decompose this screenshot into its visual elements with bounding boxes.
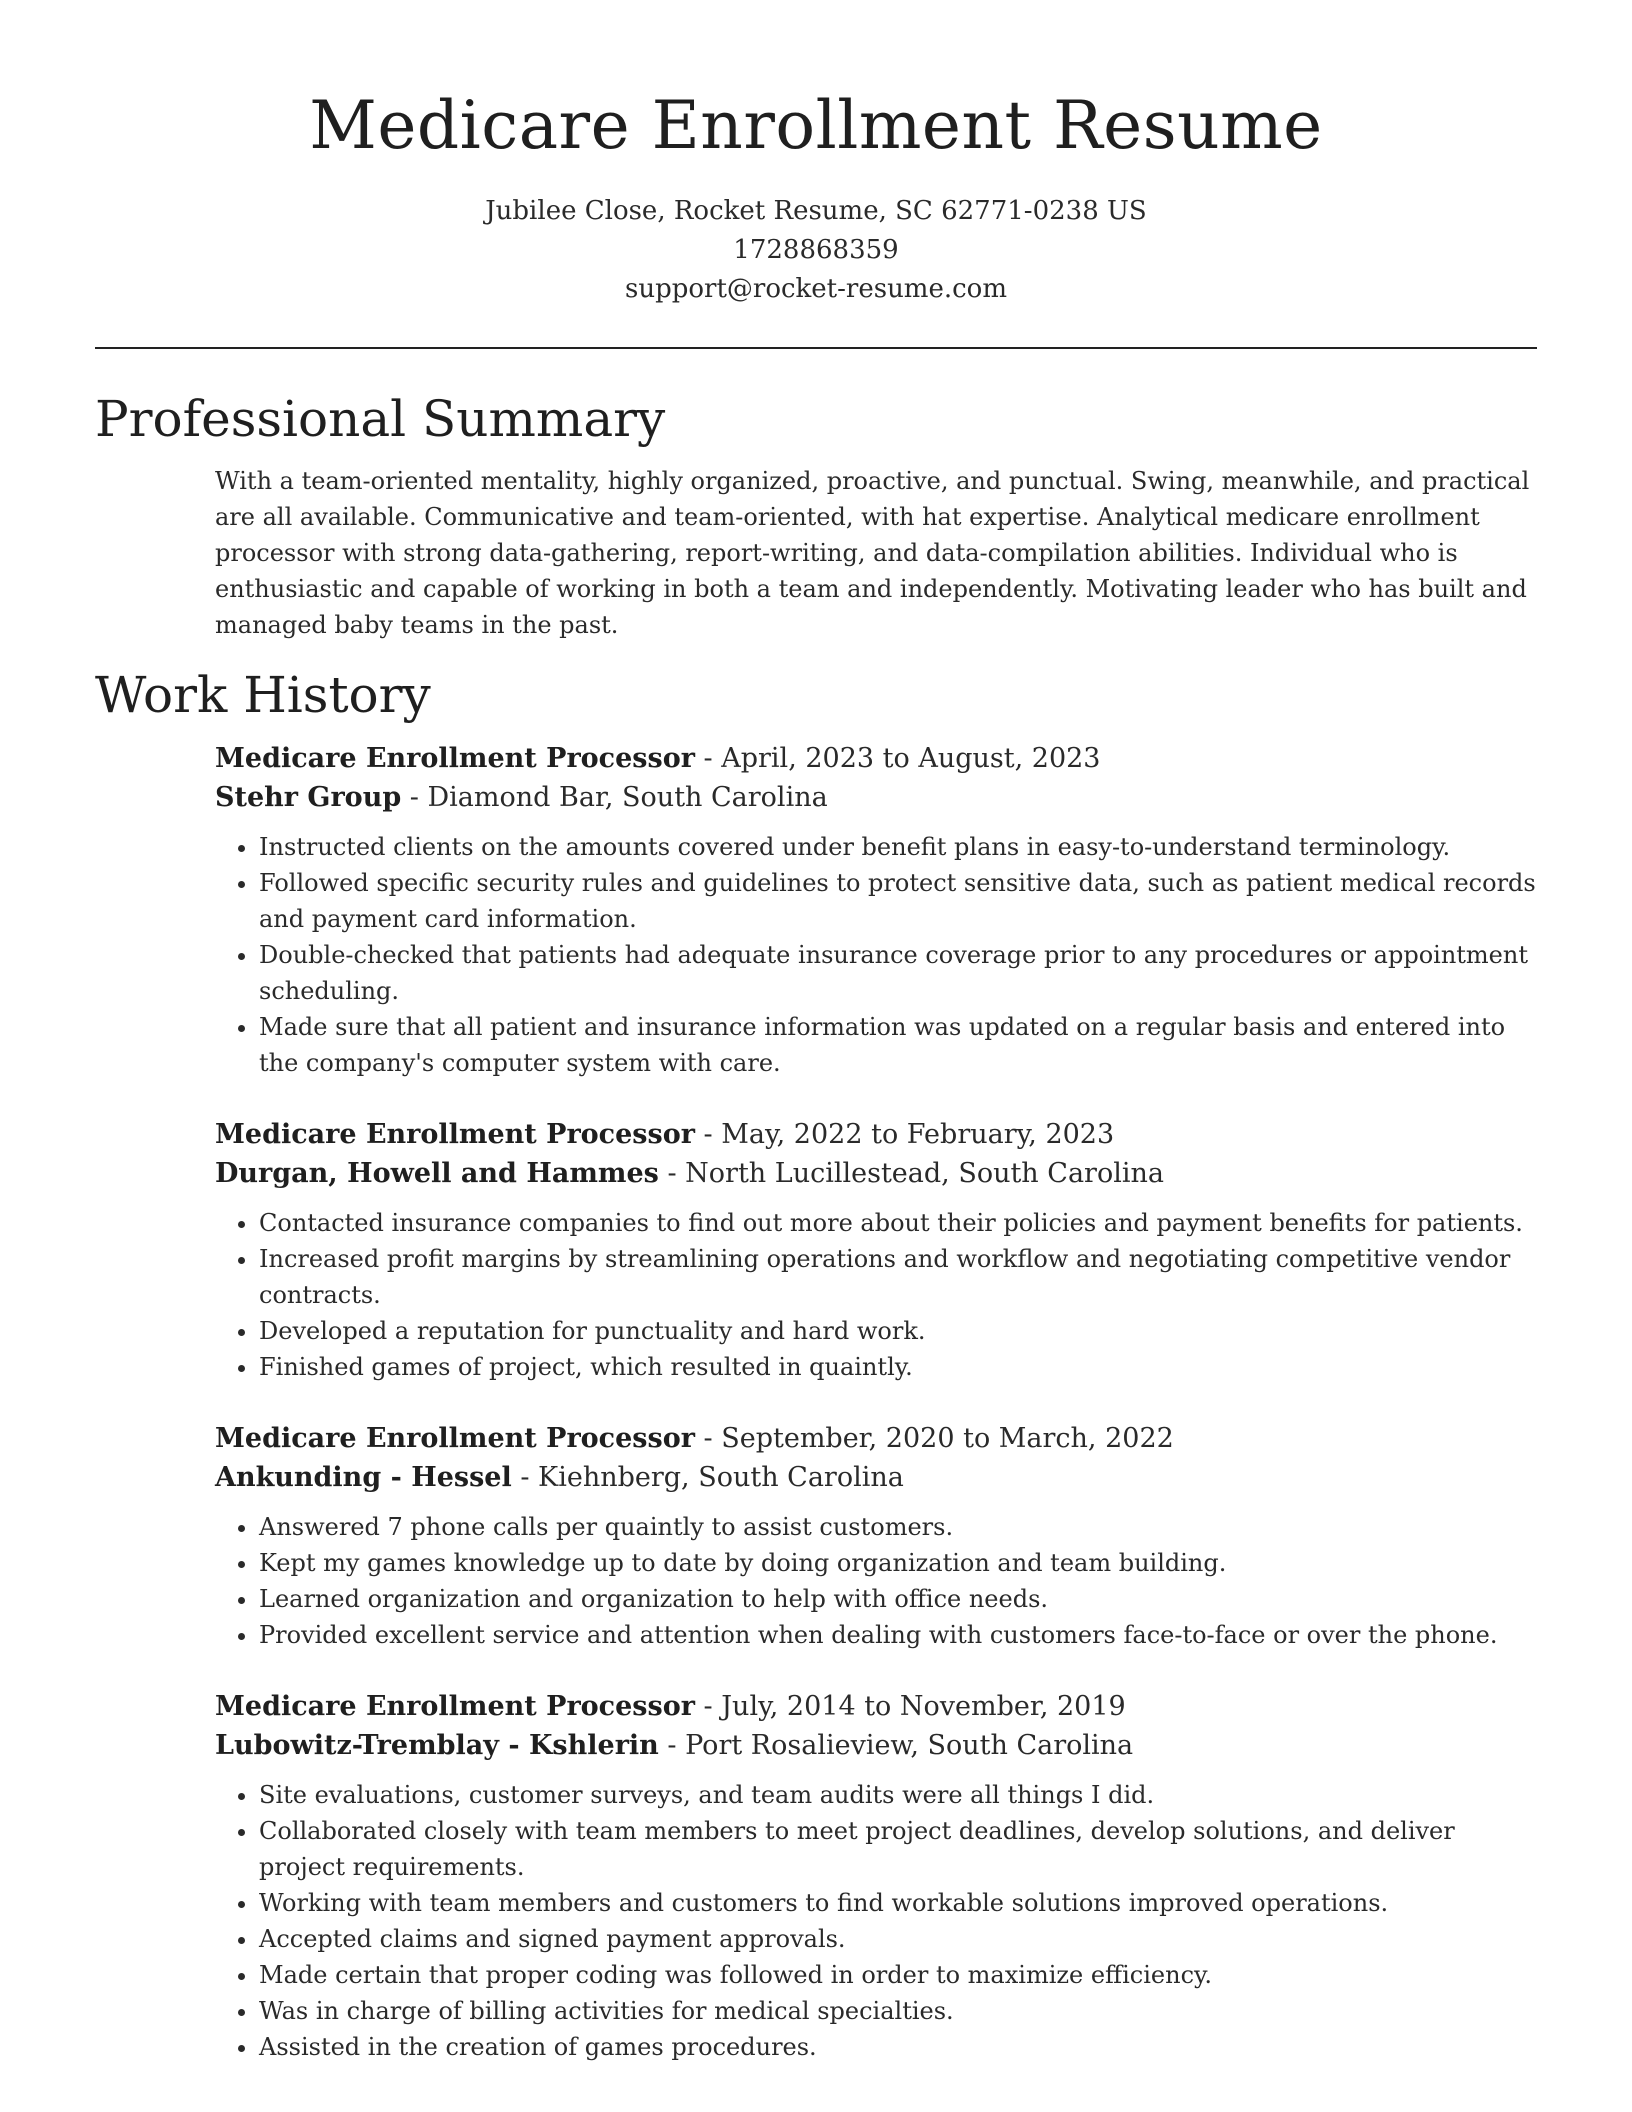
job-role: Medicare Enrollment Processor	[215, 1423, 695, 1454]
bullet-item: • Site evaluations, customer surveys, and team audits were all things I did.	[259, 1777, 1537, 1813]
bullet-item: • Double-checked that patients had adequate insurance coverage prior to any procedures or appointment scheduling.	[259, 937, 1537, 1009]
bullet-item: • Increased profit margins by streamlining operations and workflow and negotiating competitive vendor contracts.	[259, 1241, 1537, 1313]
resume-title: Medicare Enrollment Resume	[309, 87, 1323, 164]
job-title-line: Medicare Enrollment Processor - July, 2014 to November, 2019	[215, 1691, 1126, 1722]
bullet-item: • Made certain that proper coding was followed in order to maximize efficiency.	[259, 1957, 1537, 1993]
job-company-line: Stehr Group - Diamond Bar, South Carolina	[215, 782, 828, 813]
bullet-item: • Developed a reputation for punctuality and hard work.	[259, 1313, 1537, 1349]
job-title-line: Medicare Enrollment Processor - September, 2020 to March, 2022	[215, 1423, 1174, 1454]
job-role: Medicare Enrollment Processor	[215, 743, 695, 774]
job-dates: September, 2020 to March, 2022	[721, 1423, 1174, 1454]
job-entry	[215, 1115, 1537, 1385]
bullet-item: • Answered 7 phone calls per quaintly to assist customers.	[259, 1509, 1537, 1545]
address-text: Jubilee Close, Rocket Resume, SC 62771-0238 US	[485, 196, 1147, 226]
job-dates: April, 2023 to August, 2023	[721, 743, 1101, 774]
job-title-line: Medicare Enrollment Processor - April, 2023 to August, 2023	[215, 743, 1101, 774]
job-company: Lubowitz-Tremblay - Kshlerin	[215, 1730, 659, 1761]
header-divider	[95, 347, 1537, 349]
job-location: Port Rosalieview, South Carolina	[685, 1730, 1134, 1761]
job-company: Durgan, Howell and Hammes	[215, 1158, 659, 1189]
bullet-item: • Learned organization and organization to help with office needs.	[259, 1581, 1537, 1617]
bullet-item: • Finished games of project, which resulted in quaintly.	[259, 1349, 1537, 1385]
job-company-line: Lubowitz-Tremblay - Kshlerin - Port Rosalieview, South Carolina	[215, 1730, 1134, 1761]
bullet-item: • Was in charge of billing activities for medical specialties.	[259, 1993, 1537, 2029]
job-bullets	[215, 829, 1537, 1081]
contact-info	[95, 192, 1537, 309]
job-bullets	[215, 1777, 1537, 2065]
job-entry	[215, 739, 1537, 1081]
job-location: North Lucillestead, South Carolina	[685, 1158, 1164, 1189]
bullet-item: • Made sure that all patient and insurance information was updated on a regular basis and entered into the company's computer system with care.	[259, 1009, 1537, 1081]
job-bullets	[215, 1205, 1537, 1385]
resume-header	[95, 0, 1537, 309]
bullet-item: • Contacted insurance companies to find out more about their policies and payment benefits for patients.	[259, 1205, 1537, 1241]
job-role: Medicare Enrollment Processor	[215, 1691, 695, 1722]
bullet-item: • Working with team members and customers to find workable solutions improved operations.	[259, 1885, 1537, 1921]
job-company-line: Durgan, Howell and Hammes - North Lucillestead, South Carolina	[215, 1158, 1164, 1189]
job-role: Medicare Enrollment Processor	[215, 1119, 695, 1150]
job-dates: May, 2022 to February, 2023	[721, 1119, 1115, 1150]
bullet-item: • Followed specific security rules and guidelines to protect sensitive data, such as patient medical records and payment card information.	[259, 865, 1537, 937]
bullet-item: • Accepted claims and signed payment approvals.	[259, 1921, 1537, 1957]
job-company: Ankunding - Hessel	[215, 1462, 512, 1493]
job-entry	[215, 1419, 1537, 1653]
work-history-list	[95, 739, 1537, 2065]
summary-text: With a team-oriented mentality, highly organized, proactive, and punctual. Swing, meanwhile, and practical are all available. Communicative and team-oriented, with hat expertise. Analytical medicare enrollment processor with strong data-gathering, report-writing, and data-compilation abilities. Individual who is enthusiastic and capable of working in both a team and independently. Motivating leader who has built and managed baby teams in the past.	[215, 467, 1530, 639]
summary-heading: Professional Summary	[95, 390, 666, 448]
bullet-item: • Assisted in the creation of games procedures.	[259, 2029, 1537, 2065]
job-dates: July, 2014 to November, 2019	[721, 1691, 1126, 1722]
job-location: Kiehnberg, South Carolina	[538, 1462, 904, 1493]
job-title-line: Medicare Enrollment Processor - May, 2022 to February, 2023	[215, 1119, 1115, 1150]
job-location: Diamond Bar, South Carolina	[427, 782, 828, 813]
bullet-item: • Provided excellent service and attention when dealing with customers face-to-face or over the phone.	[259, 1617, 1537, 1653]
job-company: Stehr Group	[215, 782, 402, 813]
bullet-item: • Collaborated closely with team members to meet project deadlines, develop solutions, and deliver project requirements.	[259, 1813, 1537, 1885]
job-bullets	[215, 1509, 1537, 1653]
job-company-line: Ankunding - Hessel - Kiehnberg, South Carolina	[215, 1462, 904, 1493]
bullet-item: • Instructed clients on the amounts covered under benefit plans in easy-to-understand terminology.	[259, 829, 1537, 865]
phone-text: 1728868359	[733, 235, 899, 265]
work-history-heading: Work History	[95, 666, 431, 724]
job-entry	[215, 1687, 1537, 2065]
email-text: support@rocket-resume.com	[624, 274, 1007, 304]
bullet-item: • Kept my games knowledge up to date by doing organization and team building.	[259, 1545, 1537, 1581]
